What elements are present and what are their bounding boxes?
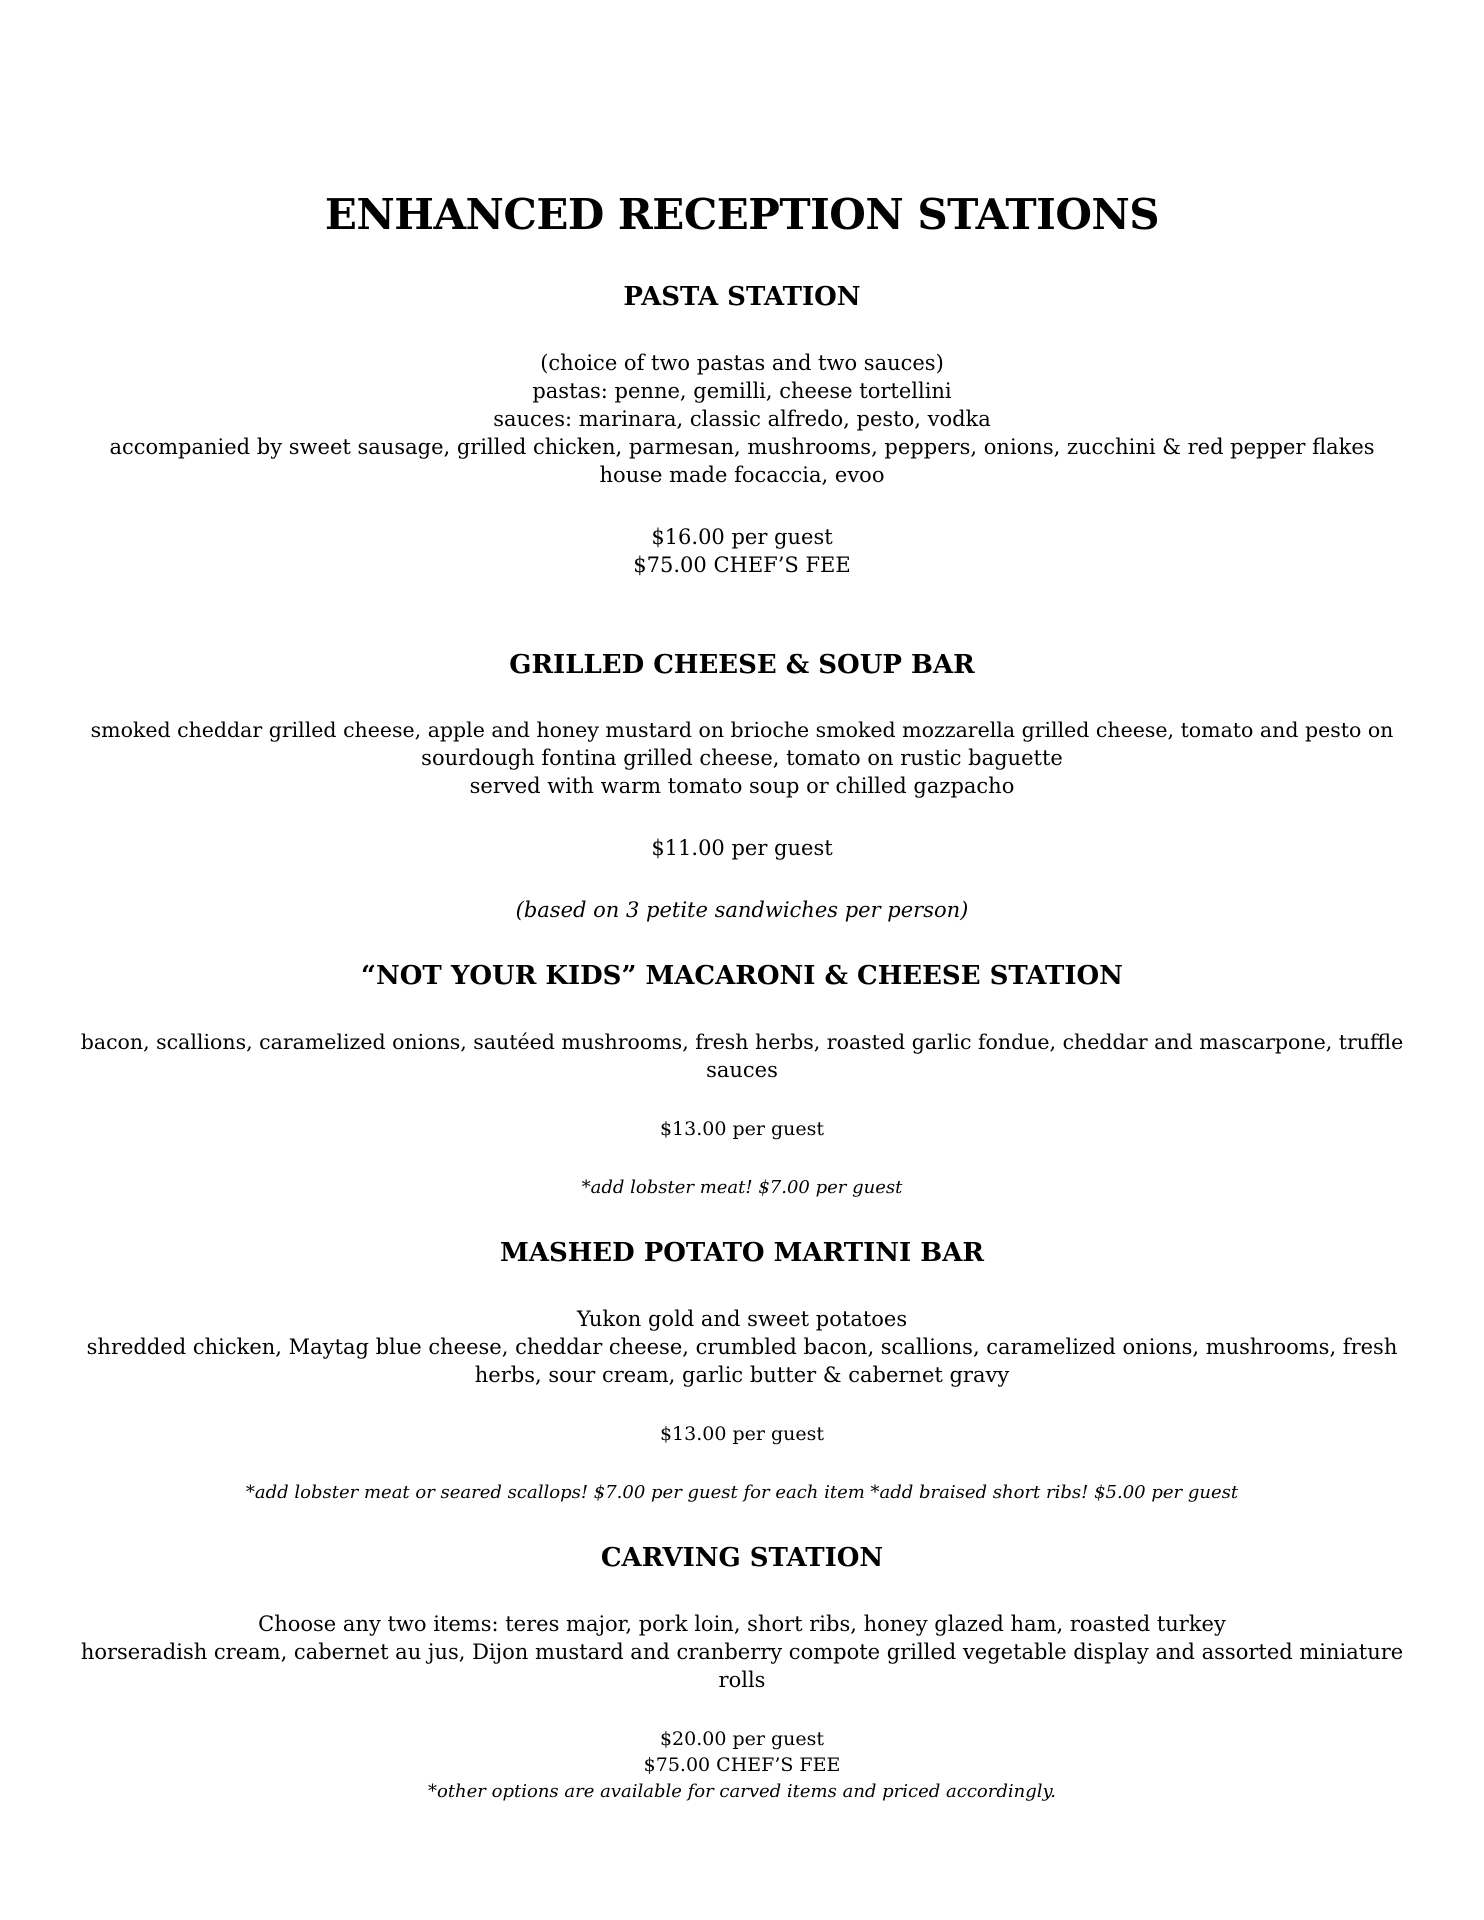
grilled-cheese-desc-line1: smoked cheddar grilled cheese, apple and honey mustard on brioche smoked mozzarella grilled cheese, tomato and pesto on <box>90 718 1394 742</box>
grilled-cheese-price: $11.00 per guest <box>651 836 833 860</box>
grilled-cheese-desc-line2: sourdough fontina grilled cheese, tomato on rustic baguette <box>421 746 1063 770</box>
mashed-potato-price: $13.00 per guest <box>659 1423 825 1445</box>
mac-cheese-desc-line1: bacon, scallions, caramelized onions, sautéed mushrooms, fresh herbs, roasted garlic fondue, cheddar and mascarpone, truffle <box>80 1030 1404 1054</box>
pasta-focaccia-text: house made focaccia, evoo <box>599 463 885 487</box>
mashed-potato-desc-line1: Yukon gold and sweet potatoes <box>576 1307 908 1331</box>
carving-desc-line1: Choose any two items: teres major, pork loin, short ribs, honey glazed ham, roasted turkey <box>258 1612 1226 1636</box>
pasta-chef-fee: $75.00 CHEF’S FEE <box>633 553 851 577</box>
carving-desc-line2: horseradish cream, cabernet au jus, Dijon mustard and cranberry compote grilled vegetable display and assorted miniature <box>80 1640 1404 1664</box>
carving-chef-fee: $75.00 CHEF’S FEE <box>643 1754 841 1776</box>
mashed-potato-desc-line3: herbs, sour cream, garlic butter & cabernet gravy <box>474 1363 1010 1387</box>
mashed-potato-desc-line2: shredded chicken, Maytag blue cheese, cheddar cheese, crumbled bacon, scallions, caramelized onions, mushrooms, fresh <box>86 1335 1398 1359</box>
mac-cheese-note: *add lobster meat! $7.00 per guest <box>581 1177 903 1198</box>
carving-note: *other options are available for carved items and priced accordingly. <box>427 1781 1056 1802</box>
page-title: ENHANCED RECEPTION STATIONS <box>324 190 1160 239</box>
pasta-price: $16.00 per guest <box>651 525 833 549</box>
grilled-cheese-heading: GRILLED CHEESE & SOUP BAR <box>509 650 975 680</box>
carving-station-heading: CARVING STATION <box>600 1543 884 1573</box>
grilled-cheese-note: (based on 3 petite sandwiches per person) <box>515 898 969 922</box>
grilled-cheese-desc-line3: served with warm tomato soup or chilled gazpacho <box>469 774 1015 798</box>
mac-cheese-price: $13.00 per guest <box>659 1118 825 1140</box>
pasta-station-heading: PASTA STATION <box>623 282 861 312</box>
pasta-accompaniments-text: accompanied by sweet sausage, grilled chicken, parmesan, mushrooms, peppers, onions, zucchini & red pepper flakes <box>109 435 1375 459</box>
mac-cheese-heading: “NOT YOUR KIDS” MACARONI & CHEESE STATION <box>361 961 1123 991</box>
mac-cheese-desc-line2: sauces <box>706 1058 778 1082</box>
pasta-choice-text: (choice of two pastas and two sauces) <box>540 351 944 375</box>
carving-price: $20.00 per guest <box>659 1728 825 1750</box>
pasta-sauces-text: sauces: marinara, classic alfredo, pesto, vodka <box>493 407 991 431</box>
pasta-pastas-text: pastas: penne, gemilli, cheese tortellini <box>532 379 952 403</box>
carving-desc-line3: rolls <box>718 1668 766 1692</box>
mashed-potato-note: *add lobster meat or seared scallops! $7.00 per guest for each item *add braised short ribs! $5.00 per guest <box>245 1482 1239 1503</box>
mashed-potato-heading: MASHED POTATO MARTINI BAR <box>500 1238 984 1268</box>
